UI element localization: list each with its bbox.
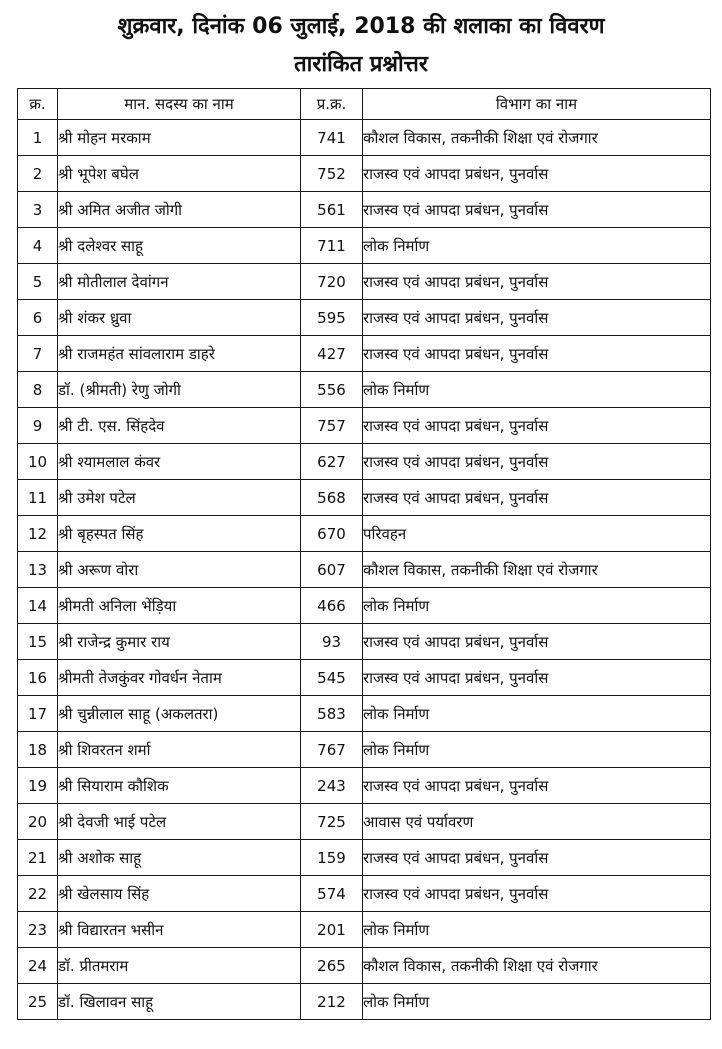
table-body bbox=[18, 120, 711, 1020]
cell-department: लोक निर्माण bbox=[363, 228, 711, 264]
cell-department: राजस्व एवं आपदा प्रबंधन, पुनर्वास bbox=[363, 408, 711, 444]
cell-member-name: श्री सियाराम कौशिक bbox=[58, 768, 301, 804]
table-row bbox=[18, 804, 711, 840]
cell-department: राजस्व एवं आपदा प्रबंधन, पुनर्वास bbox=[363, 480, 711, 516]
table-row bbox=[18, 912, 711, 948]
cell-question-number: 427 bbox=[301, 336, 363, 372]
cell-department: राजस्व एवं आपदा प्रबंधन, पुनर्वास bbox=[363, 444, 711, 480]
cell-serial: 6 bbox=[18, 300, 58, 336]
cell-department: कौशल विकास, तकनीकी शिक्षा एवं रोजगार bbox=[363, 552, 711, 588]
table-row bbox=[18, 696, 711, 732]
cell-department: कौशल विकास, तकनीकी शिक्षा एवं रोजगार bbox=[363, 120, 711, 156]
cell-department: कौशल विकास, तकनीकी शिक्षा एवं रोजगार bbox=[363, 948, 711, 984]
cell-question-number: 243 bbox=[301, 768, 363, 804]
cell-question-number: 627 bbox=[301, 444, 363, 480]
cell-serial: 11 bbox=[18, 480, 58, 516]
cell-department: परिवहन bbox=[363, 516, 711, 552]
cell-question-number: 583 bbox=[301, 696, 363, 732]
cell-question-number: 561 bbox=[301, 192, 363, 228]
cell-question-number: 545 bbox=[301, 660, 363, 696]
cell-question-number: 556 bbox=[301, 372, 363, 408]
cell-member-name: श्री टी. एस. सिंहदेव bbox=[58, 408, 301, 444]
table-row bbox=[18, 840, 711, 876]
cell-question-number: 574 bbox=[301, 876, 363, 912]
column-header-member-name: मान. सदस्य का नाम bbox=[58, 89, 301, 120]
cell-serial: 8 bbox=[18, 372, 58, 408]
cell-question-number: 720 bbox=[301, 264, 363, 300]
cell-serial: 1 bbox=[18, 120, 58, 156]
cell-member-name: श्री राजमहंत सांवलाराम डाहरे bbox=[58, 336, 301, 372]
cell-question-number: 159 bbox=[301, 840, 363, 876]
column-header-serial: क्र. bbox=[18, 89, 58, 120]
cell-member-name: श्री दलेश्वर साहू bbox=[58, 228, 301, 264]
cell-department: राजस्व एवं आपदा प्रबंधन, पुनर्वास bbox=[363, 660, 711, 696]
table-row bbox=[18, 732, 711, 768]
cell-member-name: डॉ. प्रीतमराम bbox=[58, 948, 301, 984]
cell-question-number: 201 bbox=[301, 912, 363, 948]
table-row bbox=[18, 876, 711, 912]
cell-serial: 5 bbox=[18, 264, 58, 300]
cell-serial: 19 bbox=[18, 768, 58, 804]
table-row bbox=[18, 228, 711, 264]
cell-serial: 23 bbox=[18, 912, 58, 948]
table-row bbox=[18, 264, 711, 300]
cell-question-number: 725 bbox=[301, 804, 363, 840]
cell-member-name: श्री भूपेश बघेल bbox=[58, 156, 301, 192]
cell-serial: 25 bbox=[18, 984, 58, 1020]
cell-member-name: श्री बृहस्पत सिंह bbox=[58, 516, 301, 552]
cell-question-number: 265 bbox=[301, 948, 363, 984]
cell-question-number: 466 bbox=[301, 588, 363, 624]
cell-member-name: श्री शंकर ध्रुवा bbox=[58, 300, 301, 336]
cell-member-name: श्री शिवरतन शर्मा bbox=[58, 732, 301, 768]
cell-department: लोक निर्माण bbox=[363, 984, 711, 1020]
cell-question-number: 595 bbox=[301, 300, 363, 336]
cell-serial: 12 bbox=[18, 516, 58, 552]
cell-serial: 9 bbox=[18, 408, 58, 444]
cell-serial: 20 bbox=[18, 804, 58, 840]
cell-department: आवास एवं पर्यावरण bbox=[363, 804, 711, 840]
cell-question-number: 93 bbox=[301, 624, 363, 660]
cell-serial: 3 bbox=[18, 192, 58, 228]
table-row bbox=[18, 444, 711, 480]
cell-department: लोक निर्माण bbox=[363, 372, 711, 408]
cell-serial: 21 bbox=[18, 840, 58, 876]
cell-member-name: श्री श्यामलाल कंवर bbox=[58, 444, 301, 480]
cell-question-number: 767 bbox=[301, 732, 363, 768]
table-row bbox=[18, 768, 711, 804]
page-title: शुक्रवार, दिनांक 06 जुलाई, 2018 की शलाका का विवरण bbox=[117, 14, 605, 39]
cell-department: राजस्व एवं आपदा प्रबंधन, पुनर्वास bbox=[363, 624, 711, 660]
cell-member-name: श्री देवजी भाई पटेल bbox=[58, 804, 301, 840]
cell-question-number: 607 bbox=[301, 552, 363, 588]
cell-member-name: श्री चुन्नीलाल साहू (अकलतरा) bbox=[58, 696, 301, 732]
cell-member-name: श्री मोतीलाल देवांगन bbox=[58, 264, 301, 300]
cell-department: राजस्व एवं आपदा प्रबंधन, पुनर्वास bbox=[363, 768, 711, 804]
cell-department: राजस्व एवं आपदा प्रबंधन, पुनर्वास bbox=[363, 156, 711, 192]
table-row bbox=[18, 552, 711, 588]
cell-department: लोक निर्माण bbox=[363, 696, 711, 732]
cell-member-name: श्रीमती अनिला भेंड़िया bbox=[58, 588, 301, 624]
cell-serial: 13 bbox=[18, 552, 58, 588]
cell-serial: 17 bbox=[18, 696, 58, 732]
cell-member-name: श्री अरूण वोरा bbox=[58, 552, 301, 588]
cell-question-number: 752 bbox=[301, 156, 363, 192]
table-row bbox=[18, 516, 711, 552]
cell-serial: 7 bbox=[18, 336, 58, 372]
cell-serial: 18 bbox=[18, 732, 58, 768]
table-row bbox=[18, 588, 711, 624]
cell-member-name: श्री उमेश पटेल bbox=[58, 480, 301, 516]
table-row bbox=[18, 192, 711, 228]
cell-department: राजस्व एवं आपदा प्रबंधन, पुनर्वास bbox=[363, 264, 711, 300]
cell-serial: 24 bbox=[18, 948, 58, 984]
cell-department: राजस्व एवं आपदा प्रबंधन, पुनर्वास bbox=[363, 840, 711, 876]
cell-member-name: श्री अमित अजीत जोगी bbox=[58, 192, 301, 228]
column-header-department: विभाग का नाम bbox=[363, 89, 711, 120]
cell-serial: 15 bbox=[18, 624, 58, 660]
cell-member-name: श्री मोहन मरकाम bbox=[58, 120, 301, 156]
cell-department: लोक निर्माण bbox=[363, 588, 711, 624]
table-row bbox=[18, 300, 711, 336]
table-row bbox=[18, 660, 711, 696]
cell-question-number: 568 bbox=[301, 480, 363, 516]
table-row bbox=[18, 336, 711, 372]
cell-member-name: श्री अशोक साहू bbox=[58, 840, 301, 876]
cell-question-number: 741 bbox=[301, 120, 363, 156]
cell-question-number: 711 bbox=[301, 228, 363, 264]
cell-department: राजस्व एवं आपदा प्रबंधन, पुनर्वास bbox=[363, 192, 711, 228]
cell-member-name: श्री विद्यारतन भसीन bbox=[58, 912, 301, 948]
cell-member-name: श्री खेलसाय सिंह bbox=[58, 876, 301, 912]
cell-department: लोक निर्माण bbox=[363, 912, 711, 948]
cell-member-name: डॉ. खिलावन साहू bbox=[58, 984, 301, 1020]
cell-serial: 22 bbox=[18, 876, 58, 912]
cell-question-number: 670 bbox=[301, 516, 363, 552]
cell-serial: 16 bbox=[18, 660, 58, 696]
cell-department: राजस्व एवं आपदा प्रबंधन, पुनर्वास bbox=[363, 300, 711, 336]
cell-department: लोक निर्माण bbox=[363, 732, 711, 768]
cell-department: राजस्व एवं आपदा प्रबंधन, पुनर्वास bbox=[363, 876, 711, 912]
cell-question-number: 212 bbox=[301, 984, 363, 1020]
table-row bbox=[18, 372, 711, 408]
questions-table bbox=[17, 88, 711, 1020]
table-row bbox=[18, 984, 711, 1020]
cell-member-name: श्रीमती तेजकुंवर गोवर्धन नेताम bbox=[58, 660, 301, 696]
cell-member-name: श्री राजेन्द्र कुमार राय bbox=[58, 624, 301, 660]
cell-serial: 10 bbox=[18, 444, 58, 480]
cell-serial: 14 bbox=[18, 588, 58, 624]
table-row bbox=[18, 948, 711, 984]
cell-member-name: डॉ. (श्रीमती) रेणु जोगी bbox=[58, 372, 301, 408]
cell-question-number: 757 bbox=[301, 408, 363, 444]
table-row bbox=[18, 480, 711, 516]
table-row bbox=[18, 624, 711, 660]
table-header-row bbox=[18, 89, 711, 120]
cell-serial: 2 bbox=[18, 156, 58, 192]
cell-department: राजस्व एवं आपदा प्रबंधन, पुनर्वास bbox=[363, 336, 711, 372]
table-row bbox=[18, 156, 711, 192]
column-header-question-number: प्र.क्र. bbox=[301, 89, 363, 120]
table-row bbox=[18, 120, 711, 156]
cell-serial: 4 bbox=[18, 228, 58, 264]
page-subtitle: तारांकित प्रश्नोत्तर bbox=[294, 52, 428, 77]
table-row bbox=[18, 408, 711, 444]
